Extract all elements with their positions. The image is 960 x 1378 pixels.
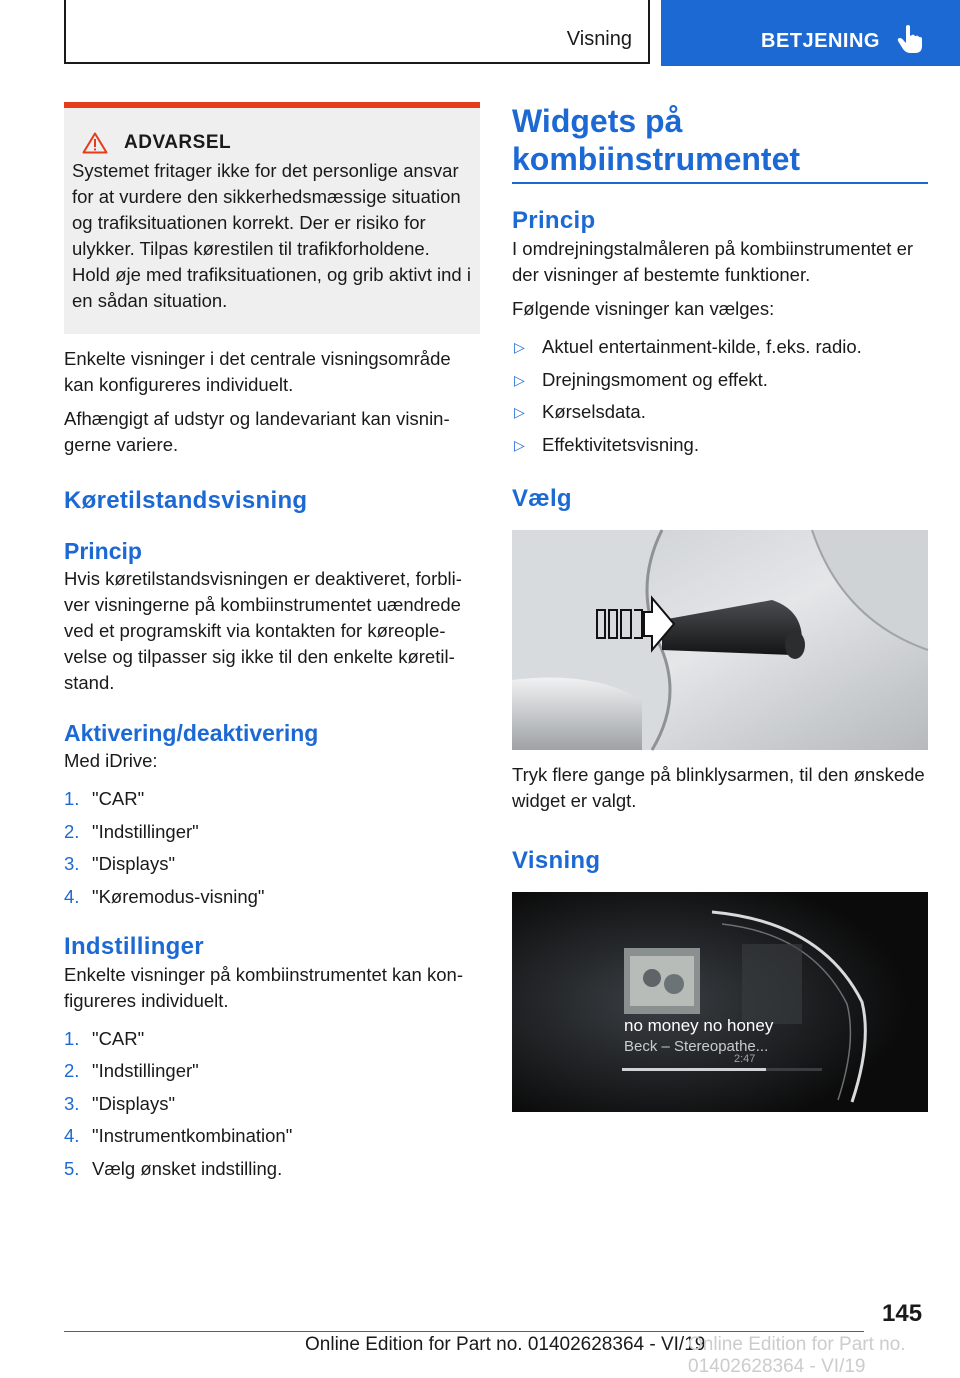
list-item [64, 1091, 480, 1117]
intro-paragraph-2: Afhængigt af udstyr og landevariant kan visningerne variere. [64, 408, 450, 455]
heading-princip-left: Princip [64, 538, 142, 564]
footer-watermark: Online Edition for Part no. 01402628364 - VI/19 [688, 1334, 906, 1377]
triangle-bullet-icon: ▷ [514, 436, 525, 453]
track-progress-fill [622, 1068, 766, 1071]
list-item [64, 884, 480, 910]
cluster-gauge-arc [512, 892, 928, 1112]
warning-title: ADVARSEL [124, 132, 232, 153]
list-item [512, 367, 928, 393]
list-item-text: Vælg ønsket indstilling. [92, 1157, 283, 1179]
page-number: 145 [882, 1300, 923, 1327]
list-item-text: "Displays" [92, 1092, 176, 1114]
heading-aktivering: Aktivering/deaktivering [64, 720, 319, 746]
header-section-title: Visning [566, 28, 632, 50]
list-item-number: 2. [64, 1060, 80, 1081]
list-item-number: 3. [64, 853, 80, 874]
warning-text: Systemet fritager ikke for det personlige ansvar for at vurdere den sikkerhedsmæssige situation og trafiksituationen korrekt. Der er risiko for ulykker. Tilpas kørestilen til trafikforholdene. Hold øje med trafiksituationen, og grib aktivt ind i en sådan situation. [72, 160, 471, 311]
list-item-number: 4. [64, 885, 80, 907]
header-chapter-tab [661, 0, 960, 66]
left-column [64, 102, 480, 1190]
turn-signal-lever-illustration [512, 530, 928, 750]
list-item-text: Kørselsdata. [542, 401, 646, 422]
footer-rule [64, 1331, 864, 1332]
widget-options-list [512, 334, 928, 458]
list-item-text: "CAR" [92, 788, 145, 809]
aktivering-steps-list [64, 786, 480, 910]
header-section-box [64, 0, 650, 64]
heading-visning: Visning [512, 846, 601, 874]
intro-paragraph-1: Enkelte visninger i det centrale visningsområde kan konfigureres individuelt. [64, 348, 451, 395]
list-item-text: Effektivitetsvisning. [542, 433, 699, 455]
indstillinger-text: Enkelte visninger på kombiinstrumentet kan konfigureres individuelt. [64, 963, 463, 1011]
list-item-text: Aktuel entertainment-kilde, f.eks. radio. [542, 336, 862, 357]
princip-text-left: Hvis køretilstandsvisningen er deaktiveret, forbliver visningerne på kombiinstrumentet uændrede ved et programskift via kontakten for køreoplevelse og tilpasser sig ikke til den enkelte køretilstand. [64, 568, 462, 693]
list-item-number: 5. [64, 1157, 80, 1179]
footer-edition: Online Edition for Part no. 01402628364 - VI/19 [305, 1334, 706, 1355]
warning-header [82, 132, 472, 154]
list-item [64, 1156, 480, 1182]
select-intro-text: Følgende visninger kan vælges: [512, 298, 775, 319]
heading-princip-right: Princip [512, 207, 596, 234]
track-artist: Beck – Stereopathe... [624, 1037, 769, 1055]
list-item-number: 4. [64, 1125, 80, 1146]
list-item-number: 1. [64, 788, 80, 809]
list-item [512, 432, 928, 458]
hand-pointer-icon [897, 24, 923, 54]
list-item [64, 851, 480, 877]
list-item [64, 819, 480, 845]
list-item-text: "Instrumentkombination" [92, 1125, 293, 1146]
triangle-bullet-icon: ▷ [514, 404, 525, 420]
warning-box [64, 102, 480, 334]
indstillinger-steps-list [64, 1026, 480, 1182]
warning-triangle-icon [82, 132, 108, 154]
list-item-number: 1. [64, 1027, 80, 1049]
instrument-cluster-photo [512, 892, 928, 1112]
princip-text-right: I omdrejningstalmåleren på kombiinstrumentet er der visninger af bestemte funktioner. [512, 238, 914, 285]
list-item-text: "Indstillinger" [92, 1060, 199, 1081]
turn-signal-lever-photo [512, 530, 928, 750]
triangle-bullet-icon: ▷ [514, 339, 525, 355]
right-column [512, 102, 928, 1112]
header-chapter-label: BETJENING [761, 30, 880, 52]
list-item [64, 1058, 480, 1084]
list-item-text: "Indstillinger" [92, 820, 199, 842]
list-item [64, 1123, 480, 1149]
list-item-text: "Køremodus-visning" [92, 885, 265, 907]
heading-widgets: Widgets på kombiinstrumentet [512, 102, 928, 184]
list-item-number: 2. [64, 820, 80, 842]
list-item [512, 334, 928, 360]
track-time: 2:47 [734, 1052, 756, 1065]
list-item [64, 1026, 480, 1052]
list-item [512, 399, 928, 425]
list-item-text: "Displays" [92, 853, 176, 874]
heading-vaelg: Vælg [512, 484, 572, 512]
list-item-text: "CAR" [92, 1027, 145, 1049]
list-item-number: 3. [64, 1092, 80, 1114]
heading-koretilstandsvisning: Køretilstandsvisning [64, 487, 308, 514]
triangle-bullet-icon: ▷ [514, 371, 525, 388]
vaelg-text: Tryk flere gange på blinklysarmen, til den ønskede widget er valgt. [512, 763, 925, 811]
heading-indstillinger: Indstillinger [64, 932, 204, 960]
aktivering-text: Med iDrive: [64, 750, 158, 771]
track-title: no money no honey [624, 1015, 774, 1035]
list-item-text: Drejningsmoment og effekt. [542, 368, 768, 390]
list-item [64, 786, 480, 812]
